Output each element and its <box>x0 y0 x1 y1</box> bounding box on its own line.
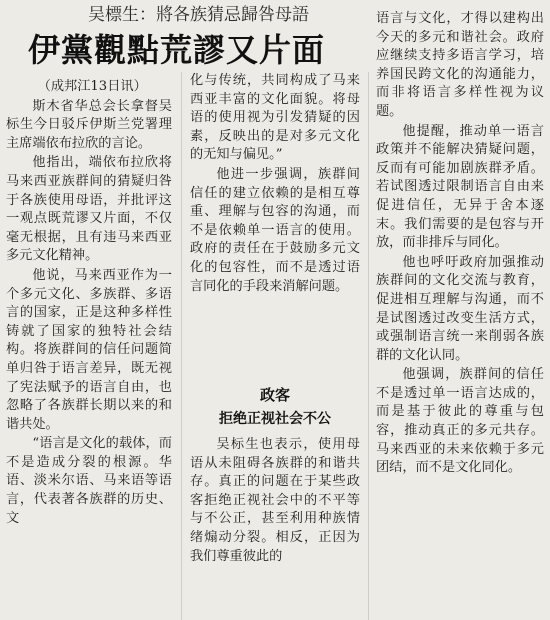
paragraph: 吴标生也表示，使用母语从未阻碍各族群的和谐共存。真正的问题在于某些政客拒绝正视社会中的不平等与不公正，甚至利用种族情绪煽动分裂。相反，正因为我们尊重彼此的 <box>190 437 360 564</box>
paragraph: 斯木省华总会长拿督吴标生今日驳斥伊斯兰党署理主席端依布拉欣的言论。 <box>6 98 172 151</box>
article-dateline: （成邦江13日讯） <box>37 79 147 94</box>
paragraph: 他说，马来西亚作为一个多元文化、多族群、多语言的国家，正是这种多样性铸就了国家的独特社会结构。将族群间的信任问题简单归咎于语言差异，既无视了宪法赋予的语言自由，也忽略了各族群长期以来的和谐共处。 <box>6 267 172 432</box>
article-column-2 <box>190 72 360 296</box>
article-headline: 伊黨觀點荒謬又片面 <box>28 31 326 69</box>
paragraph: 他提醒，推动单一语言政策并不能解决猜疑问题，反而有可能加剧族群矛盾。若试图透过限制语言自由来促进信任，无异于舍本逐末。我们需要的是包容与开放，而非排斥与同化。 <box>376 123 544 251</box>
article-kicker: 吴標生：將各族猜忌歸咎母語 <box>88 5 309 25</box>
column-divider <box>368 72 369 620</box>
section-subhead-label: 政客 <box>259 386 290 404</box>
article-column-2-continued <box>190 436 360 566</box>
paragraph: 他也呼吁政府加强推动族群间的文化交流与教育，促进相互理解与沟通，而不是试图透过改变生活方式，或强制语言统一来削弱各族群的文化认同。 <box>376 254 544 363</box>
paragraph: 他进一步强调，族群间信任的建立依赖的是相互尊重、理解与包容的沟通，而不是依赖单一语言的使用。政府的责任在于鼓励多元文化的包容性，而不是透过语言同化的手段来消解问题。 <box>190 166 360 294</box>
paragraph: “语言是文化的载体，而不是造成分裂的根源。华语、淡米尔语、马来语等语言，代表著各族群的历史、文 <box>6 436 172 526</box>
paragraph: 他强调，族群间的信任不是透过单一语言达成的，而是基于彼此的尊重与包容，推动真正的多元共存。马来西亚的未来依赖于多元团结，而不是文化同化。 <box>376 367 544 476</box>
column-divider <box>181 72 182 620</box>
article-column-1 <box>6 78 172 528</box>
article-column-3 <box>376 10 544 478</box>
section-subhead-title: 拒绝正视社会不公 <box>219 411 331 427</box>
paragraph: 语言与文化，才得以建构出今天的多元和谐社会。政府应继续支持多语言学习，培养国民跨文化的沟通能力，而非将语言多样性视为议题。 <box>376 11 544 119</box>
paragraph: 他指出，端依布拉欣将马来西亚族群间的猜疑归咎于各族使用母语，并批评这一观点既荒谬又片面，不仅毫无根据，且有违马来西亚多元文化精神。 <box>6 155 172 264</box>
paragraph: 化与传统，共同构成了马来西亚丰富的文化面貌。将母语的使用视为引发猜疑的因素，反映出的是对多元文化的无知与偏见。” <box>190 73 360 163</box>
